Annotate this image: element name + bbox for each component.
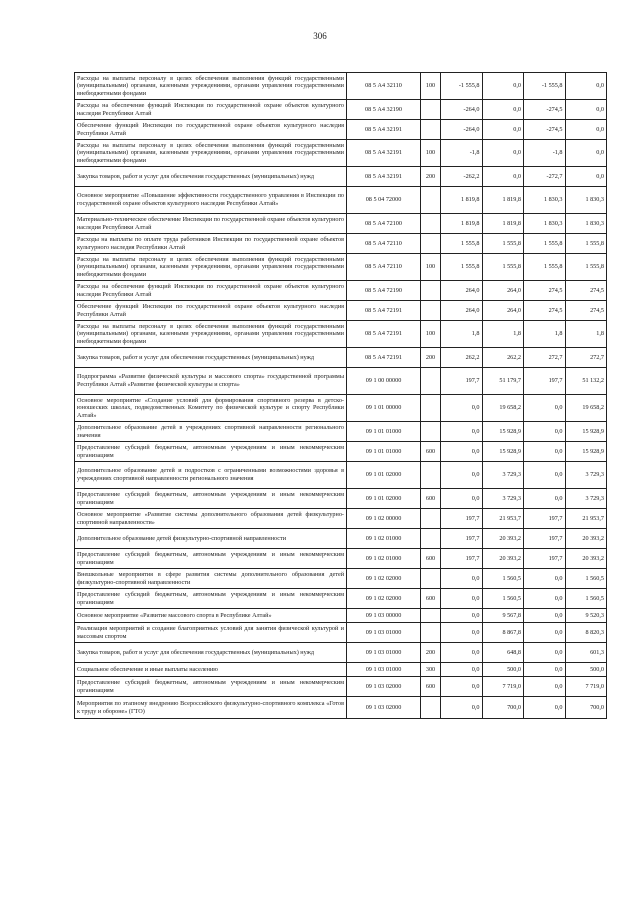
row-value-4: 1 830,3 xyxy=(565,214,607,234)
row-expense-type xyxy=(421,234,441,254)
row-expense-type: 200 xyxy=(421,643,441,663)
row-value-2: 700,0 xyxy=(482,697,524,719)
row-value-3: 1 830,3 xyxy=(524,187,566,214)
row-value-2: 1 555,8 xyxy=(482,254,524,281)
row-value-2: 0,0 xyxy=(482,73,524,100)
row-expense-type: 200 xyxy=(421,167,441,187)
table-row xyxy=(75,281,607,301)
row-expense-type xyxy=(421,697,441,719)
row-expense-type xyxy=(421,187,441,214)
row-name: Закупка товаров, работ и услуг для обеспечения государственных (муниципальных) нужд xyxy=(75,348,347,368)
row-value-4: 601,3 xyxy=(565,643,607,663)
row-value-2: 648,8 xyxy=(482,643,524,663)
row-name: Расходы на обеспечение функций Инспекции по государственной охране объектов культурного наследия Республики Алтай xyxy=(75,100,347,120)
row-expense-type: 100 xyxy=(421,140,441,167)
row-name: Внешкольные мероприятия в сфере развития системы дополнительного образования детей физкультурно-спортивной направленности xyxy=(75,569,347,589)
row-expense-type xyxy=(421,529,441,549)
row-expense-type xyxy=(421,100,441,120)
row-target-code: 08 5 А4 32191 xyxy=(347,167,421,187)
row-value-3: 197,7 xyxy=(524,509,566,529)
row-value-4: 274,5 xyxy=(565,281,607,301)
row-value-3: -1,8 xyxy=(524,140,566,167)
row-value-4: 0,0 xyxy=(565,73,607,100)
row-value-3: 0,0 xyxy=(524,489,566,509)
row-value-1: 197,7 xyxy=(441,368,483,395)
row-target-code: 09 1 03 01000 xyxy=(347,623,421,643)
row-value-2: 9 567,8 xyxy=(482,609,524,623)
row-value-3: 0,0 xyxy=(524,442,566,462)
table-row xyxy=(75,422,607,442)
row-target-code: 08 5 А4 72191 xyxy=(347,301,421,321)
row-target-code: 09 1 03 00000 xyxy=(347,609,421,623)
row-value-2: 264,0 xyxy=(482,281,524,301)
table-row xyxy=(75,549,607,569)
row-value-4: 19 658,2 xyxy=(565,395,607,422)
row-value-3: 0,0 xyxy=(524,395,566,422)
row-name: Социальное обеспечение и иные выплаты населению xyxy=(75,663,347,677)
table-row xyxy=(75,589,607,609)
row-value-4: 0,0 xyxy=(565,120,607,140)
row-value-1: 197,7 xyxy=(441,549,483,569)
row-target-code: 09 1 01 02000 xyxy=(347,489,421,509)
row-value-4: 0,0 xyxy=(565,140,607,167)
row-target-code: 08 5 04 72000 xyxy=(347,187,421,214)
row-target-code: 08 5 А4 72100 xyxy=(347,214,421,234)
row-value-1: 1 555,8 xyxy=(441,254,483,281)
row-value-3: 197,7 xyxy=(524,529,566,549)
row-value-4: 7 719,0 xyxy=(565,677,607,697)
row-name: Расходы на выплаты персоналу в целях обеспечения выполнения функций государственными (муниципальными) органами, казенными учреждениями, органами управления государственными внебюджетными фондами xyxy=(75,321,347,348)
row-value-2: 1,8 xyxy=(482,321,524,348)
row-value-4: 1 830,3 xyxy=(565,187,607,214)
row-target-code: 08 5 А4 72191 xyxy=(347,348,421,368)
row-value-3: -272,7 xyxy=(524,167,566,187)
row-value-1: -264,0 xyxy=(441,120,483,140)
table-row xyxy=(75,140,607,167)
table-row xyxy=(75,167,607,187)
row-value-1: 0,0 xyxy=(441,663,483,677)
row-target-code: 09 1 03 02000 xyxy=(347,697,421,719)
row-expense-type xyxy=(421,422,441,442)
row-expense-type: 100 xyxy=(421,321,441,348)
table-row xyxy=(75,301,607,321)
row-name: Расходы на обеспечение функций Инспекции по государственной охране объектов культурного наследия Республики Алтай xyxy=(75,281,347,301)
row-name: Обеспечение функций Инспекции по государственной охране объектов культурного наследия Республики Алтай xyxy=(75,301,347,321)
row-value-4: 3 729,3 xyxy=(565,489,607,509)
row-value-4: 21 953,7 xyxy=(565,509,607,529)
row-value-1: -264,0 xyxy=(441,100,483,120)
row-value-2: 0,0 xyxy=(482,140,524,167)
row-value-3: 1 555,8 xyxy=(524,234,566,254)
row-value-1: 1,8 xyxy=(441,321,483,348)
row-value-3: -274,5 xyxy=(524,120,566,140)
table-row xyxy=(75,609,607,623)
row-value-2: 262,2 xyxy=(482,348,524,368)
row-value-4: 1 560,5 xyxy=(565,589,607,609)
row-target-code: 08 5 А4 72191 xyxy=(347,321,421,348)
row-value-2: 15 928,9 xyxy=(482,442,524,462)
row-name: Расходы на выплаты персоналу в целях обеспечения выполнения функций государственными (муниципальными) органами, казенными учреждениями, органами управления государственными внебюджетными фондами xyxy=(75,140,347,167)
row-target-code: 09 1 01 00000 xyxy=(347,395,421,422)
row-name: Расходы на выплаты персоналу в целях обеспечения выполнения функций государственными (муниципальными) органами, казенными учреждениями, органами управления государственными внебюджетными фондами xyxy=(75,73,347,100)
row-value-2: 51 179,7 xyxy=(482,368,524,395)
table-row xyxy=(75,395,607,422)
row-value-3: 0,0 xyxy=(524,677,566,697)
row-value-2: 8 867,8 xyxy=(482,623,524,643)
row-expense-type xyxy=(421,301,441,321)
row-expense-type xyxy=(421,368,441,395)
row-value-1: -1 555,8 xyxy=(441,73,483,100)
table-row xyxy=(75,697,607,719)
table-row xyxy=(75,73,607,100)
row-value-1: 0,0 xyxy=(441,677,483,697)
row-value-2: 1 560,5 xyxy=(482,569,524,589)
row-value-4: 1,8 xyxy=(565,321,607,348)
table-row xyxy=(75,214,607,234)
row-value-3: 197,7 xyxy=(524,549,566,569)
row-name: Предоставление субсидий бюджетным, автономным учреждениям и иным некоммерческим организациям xyxy=(75,589,347,609)
row-value-2: 500,0 xyxy=(482,663,524,677)
row-name: Дополнительное образование детей физкультурно-спортивной направленности xyxy=(75,529,347,549)
row-value-1: 1 819,8 xyxy=(441,187,483,214)
row-value-4: 51 132,2 xyxy=(565,368,607,395)
row-name: Предоставление субсидий бюджетным, автономным учреждениям и иным некоммерческим организациям xyxy=(75,549,347,569)
row-name: Закупка товаров, работ и услуг для обеспечения государственных (муниципальных) нужд xyxy=(75,643,347,663)
row-name: Реализация мероприятий и создание благоприятных условий для занятия физической культурой и массовым спортом xyxy=(75,623,347,643)
row-value-3: 197,7 xyxy=(524,368,566,395)
row-value-4: 9 520,3 xyxy=(565,609,607,623)
table-row xyxy=(75,254,607,281)
budget-table-body xyxy=(75,73,607,719)
row-expense-type xyxy=(421,214,441,234)
row-value-2: 7 719,0 xyxy=(482,677,524,697)
row-value-2: 0,0 xyxy=(482,167,524,187)
page-number: 306 xyxy=(313,31,327,41)
row-value-2: 1 819,8 xyxy=(482,214,524,234)
row-name: Основное мероприятие «Развитие системы дополнительного образования детей физкультурно-спортивной направленности» xyxy=(75,509,347,529)
row-expense-type xyxy=(421,609,441,623)
row-expense-type xyxy=(421,120,441,140)
row-value-2: 20 393,2 xyxy=(482,529,524,549)
row-value-3: 0,0 xyxy=(524,462,566,489)
row-value-3: 0,0 xyxy=(524,589,566,609)
row-value-1: 0,0 xyxy=(441,643,483,663)
row-name: Основное мероприятие «Создание условий для формирования спортивного резерва в детско-юношеских школах, подведомственных Комитету по физической культуре и спорту Республики Алтай» xyxy=(75,395,347,422)
row-target-code: 09 1 00 00000 xyxy=(347,368,421,395)
row-value-1: 0,0 xyxy=(441,609,483,623)
table-row xyxy=(75,489,607,509)
row-value-4: 0,0 xyxy=(565,100,607,120)
row-name: Подпрограмма «Развитие физической культуры и массового спорта» государственной программы Республики Алтай «Развитие физической культуры и спорта» xyxy=(75,368,347,395)
row-value-3: 0,0 xyxy=(524,697,566,719)
row-value-3: 274,5 xyxy=(524,281,566,301)
row-value-3: -1 555,8 xyxy=(524,73,566,100)
row-value-3: 1 555,8 xyxy=(524,254,566,281)
row-expense-type: 600 xyxy=(421,489,441,509)
row-expense-type: 600 xyxy=(421,442,441,462)
row-value-3: 274,5 xyxy=(524,301,566,321)
row-value-3: 0,0 xyxy=(524,623,566,643)
row-value-2: 21 953,7 xyxy=(482,509,524,529)
row-expense-type: 300 xyxy=(421,663,441,677)
row-value-3: 272,7 xyxy=(524,348,566,368)
row-value-4: 1 560,5 xyxy=(565,569,607,589)
row-name: Закупка товаров, работ и услуг для обеспечения государственных (муниципальных) нужд xyxy=(75,167,347,187)
row-value-2: 1 560,5 xyxy=(482,589,524,609)
row-target-code: 09 1 02 02000 xyxy=(347,589,421,609)
row-expense-type xyxy=(421,395,441,422)
row-expense-type: 100 xyxy=(421,73,441,100)
row-value-1: -1,8 xyxy=(441,140,483,167)
row-target-code: 08 5 А4 72190 xyxy=(347,281,421,301)
row-expense-type: 600 xyxy=(421,549,441,569)
row-target-code: 09 1 03 01000 xyxy=(347,663,421,677)
row-value-1: 0,0 xyxy=(441,489,483,509)
row-name: Основное мероприятие «Развитие массового спорта в Республике Алтай» xyxy=(75,609,347,623)
row-target-code: 08 5 А4 32110 xyxy=(347,73,421,100)
row-expense-type: 200 xyxy=(421,348,441,368)
table-row xyxy=(75,462,607,489)
row-value-2: 15 928,9 xyxy=(482,422,524,442)
row-value-2: 0,0 xyxy=(482,100,524,120)
row-value-4: 8 820,3 xyxy=(565,623,607,643)
row-target-code: 09 1 01 01000 xyxy=(347,422,421,442)
row-value-1: 262,2 xyxy=(441,348,483,368)
row-expense-type xyxy=(421,281,441,301)
table-row xyxy=(75,529,607,549)
row-value-1: 1 819,8 xyxy=(441,214,483,234)
budget-table xyxy=(74,72,607,719)
row-target-code: 09 1 02 01000 xyxy=(347,529,421,549)
table-row xyxy=(75,234,607,254)
row-name: Дополнительное образование детей и подростков с ограниченными возможностями здоровья в учреждениях спортивной направленности регионального значения xyxy=(75,462,347,489)
row-value-2: 1 819,8 xyxy=(482,187,524,214)
row-value-3: 0,0 xyxy=(524,569,566,589)
row-target-code: 09 1 02 00000 xyxy=(347,509,421,529)
row-expense-type xyxy=(421,569,441,589)
row-value-4: 20 393,2 xyxy=(565,549,607,569)
row-value-3: 0,0 xyxy=(524,643,566,663)
table-row xyxy=(75,509,607,529)
table-row xyxy=(75,321,607,348)
row-expense-type xyxy=(421,509,441,529)
row-target-code: 08 5 А4 32190 xyxy=(347,100,421,120)
row-value-4: 15 928,9 xyxy=(565,422,607,442)
row-target-code: 09 1 01 02000 xyxy=(347,462,421,489)
row-expense-type xyxy=(421,623,441,643)
table-row xyxy=(75,643,607,663)
row-name: Предоставление субсидий бюджетным, автономным учреждениям и иным некоммерческим организациям xyxy=(75,442,347,462)
row-name: Расходы на выплаты по оплате труда работников Инспекции по государственной охране объектов культурного наследия Республики Алтай xyxy=(75,234,347,254)
row-value-2: 3 729,3 xyxy=(482,462,524,489)
row-value-4: 700,0 xyxy=(565,697,607,719)
row-name: Предоставление субсидий бюджетным, автономным учреждениям и иным некоммерческим организациям xyxy=(75,489,347,509)
table-row xyxy=(75,623,607,643)
row-value-1: 264,0 xyxy=(441,281,483,301)
row-name: Мероприятия по этапному внедрению Всероссийского физкультурно-спортивного комплекса «Готов к труду и обороне» (ГТО) xyxy=(75,697,347,719)
table-row xyxy=(75,663,607,677)
row-value-1: 0,0 xyxy=(441,442,483,462)
table-row xyxy=(75,677,607,697)
row-name: Обеспечение функций Инспекции по государственной охране объектов культурного наследия Республики Алтай xyxy=(75,120,347,140)
table-row xyxy=(75,100,607,120)
row-value-2: 1 555,8 xyxy=(482,234,524,254)
row-value-2: 19 658,2 xyxy=(482,395,524,422)
row-target-code: 08 5 А4 72110 xyxy=(347,254,421,281)
row-value-1: -262,2 xyxy=(441,167,483,187)
row-value-4: 272,7 xyxy=(565,348,607,368)
row-value-2: 264,0 xyxy=(482,301,524,321)
row-value-4: 500,0 xyxy=(565,663,607,677)
row-value-1: 197,7 xyxy=(441,529,483,549)
row-target-code: 09 1 02 02000 xyxy=(347,569,421,589)
row-name: Основное мероприятие «Повышение эффективности государственного управления в Инспекции по государственной охране объектов культурного наследия Республики Алтай» xyxy=(75,187,347,214)
row-value-2: 20 393,2 xyxy=(482,549,524,569)
row-value-3: 0,0 xyxy=(524,663,566,677)
row-expense-type xyxy=(421,462,441,489)
table-row xyxy=(75,569,607,589)
table-row xyxy=(75,442,607,462)
row-value-1: 0,0 xyxy=(441,422,483,442)
row-target-code: 08 5 А4 32191 xyxy=(347,120,421,140)
row-name: Дополнительное образование детей в учреждениях спортивной направленности регионального значения xyxy=(75,422,347,442)
row-target-code: 09 1 01 01000 xyxy=(347,442,421,462)
row-value-1: 264,0 xyxy=(441,301,483,321)
row-expense-type: 100 xyxy=(421,254,441,281)
row-value-4: 0,0 xyxy=(565,167,607,187)
row-value-4: 1 555,8 xyxy=(565,234,607,254)
table-row xyxy=(75,348,607,368)
row-value-3: 1,8 xyxy=(524,321,566,348)
row-target-code: 09 1 02 01000 xyxy=(347,549,421,569)
row-value-4: 274,5 xyxy=(565,301,607,321)
row-name: Предоставление субсидий бюджетным, автономным учреждениям и иным некоммерческим организациям xyxy=(75,677,347,697)
row-expense-type: 600 xyxy=(421,589,441,609)
table-row xyxy=(75,187,607,214)
row-name: Материально-техническое обеспечение Инспекции по государственной охране объектов культурного наследия Республики Алтай xyxy=(75,214,347,234)
row-value-3: 1 830,3 xyxy=(524,214,566,234)
row-value-2: 0,0 xyxy=(482,120,524,140)
row-value-1: 0,0 xyxy=(441,569,483,589)
table-row xyxy=(75,120,607,140)
row-value-3: -274,5 xyxy=(524,100,566,120)
row-value-1: 0,0 xyxy=(441,395,483,422)
row-value-4: 20 393,2 xyxy=(565,529,607,549)
row-target-code: 08 5 А4 32191 xyxy=(347,140,421,167)
row-value-4: 1 555,8 xyxy=(565,254,607,281)
row-target-code: 08 5 А4 72110 xyxy=(347,234,421,254)
row-value-3: 0,0 xyxy=(524,609,566,623)
row-value-1: 0,0 xyxy=(441,697,483,719)
row-value-1: 0,0 xyxy=(441,462,483,489)
row-value-1: 0,0 xyxy=(441,623,483,643)
row-value-2: 3 729,3 xyxy=(482,489,524,509)
row-target-code: 09 1 03 01000 xyxy=(347,643,421,663)
row-value-1: 1 555,8 xyxy=(441,234,483,254)
row-value-4: 15 928,9 xyxy=(565,442,607,462)
row-value-3: 0,0 xyxy=(524,422,566,442)
row-value-1: 197,7 xyxy=(441,509,483,529)
row-name: Расходы на выплаты персоналу в целях обеспечения выполнения функций государственными (муниципальными) органами, казенными учреждениями, органами управления государственными внебюджетными фондами xyxy=(75,254,347,281)
row-value-1: 0,0 xyxy=(441,589,483,609)
table-row xyxy=(75,368,607,395)
row-target-code: 09 1 03 02000 xyxy=(347,677,421,697)
row-expense-type: 600 xyxy=(421,677,441,697)
row-value-4: 3 729,3 xyxy=(565,462,607,489)
